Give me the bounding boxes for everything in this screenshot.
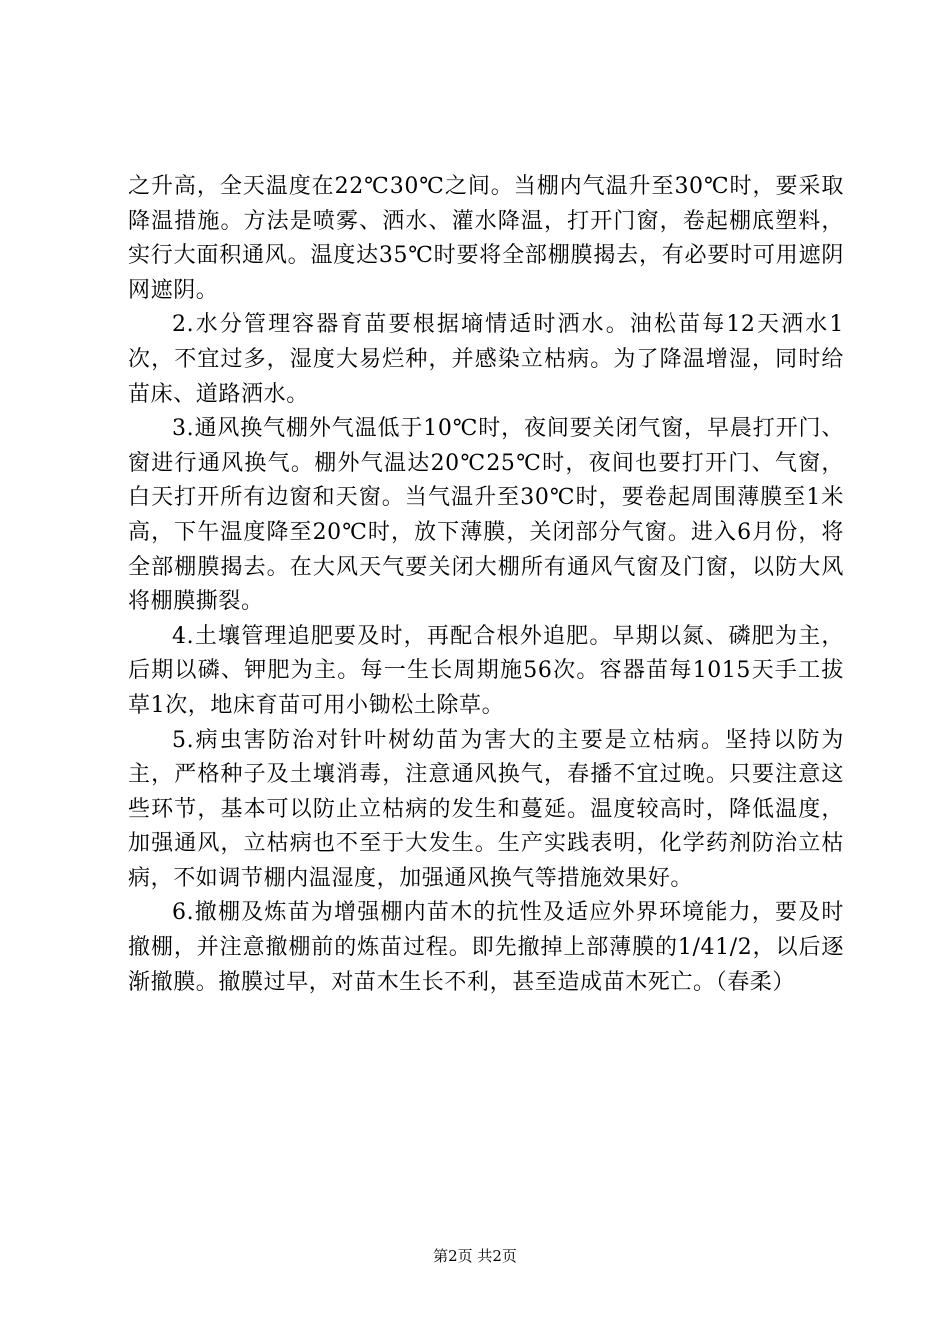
paragraph-ventilation: 3.通风换气棚外气温低于10℃时，夜间要关闭气窗，早晨打开门、窗进行通风换气。棚外气温达20℃25℃时，夜间也要打开门、气窗，白天打开所有边窗和天窗。当气温升至30℃时，要卷起周围薄膜至1米高，下午温度降至20℃时，放下薄膜，关闭部分气窗。进入6月份，将全部棚膜揭去。在大风天气要关闭大棚所有通风气窗及门窗，以防大风将棚膜撕裂。 [128, 416, 844, 615]
page-number-footer: 第2页 共2页 [433, 1247, 517, 1265]
paragraph-pest-control: 5.病虫害防治对针叶树幼苗为害大的主要是立枯病。坚持以防为主，严格种子及土壤消毒，注意通风换气，春播不宜过晚。只要注意这些环节，基本可以防止立枯病的发生和蔓延。温度较高时，降低温度，加强通风，立枯病也不至于大发生。生产实践表明，化学药剂防治立枯病，不如调节棚内温湿度，加强通风换气等措施效果好。 [128, 727, 844, 891]
paragraph-soil-management: 4.土壤管理追肥要及时，再配合根外追肥。早期以氮、磷肥为主，后期以磷、钾肥为主。每一生长周期施56次。容器苗每1015天手工拔草1次，地床育苗可用小锄松土除草。 [128, 623, 844, 718]
paragraph-shed-removal: 6.撤棚及炼苗为增强棚内苗木的抗性及适应外界环境能力，要及时撤棚，并注意撤棚前的炼苗过程。即先撤掉上部薄膜的1/41/2，以后逐渐撤膜。撤膜过早，对苗木生长不利，甚至造成苗木死亡。（春柔） [128, 900, 844, 995]
paragraph-temperature-continued: 之升高，全天温度在22℃30℃之间。当棚内气温升至30℃时，要采取降温措施。方法是喷雾、洒水、灌水降温，打开门窗，卷起棚底塑料，实行大面积通风。温度达35℃时要将全部棚膜揭去，有必要时可用遮阴网遮阴。 [128, 174, 844, 303]
document-body [128, 170, 844, 1000]
paragraph-water-management: 2.水分管理容器育苗要根据墒情适时洒水。油松苗每12天洒水1次，不宜过多，湿度大易烂种，并感染立枯病。为了降温增湿，同时给苗床、道路洒水。 [128, 312, 844, 407]
